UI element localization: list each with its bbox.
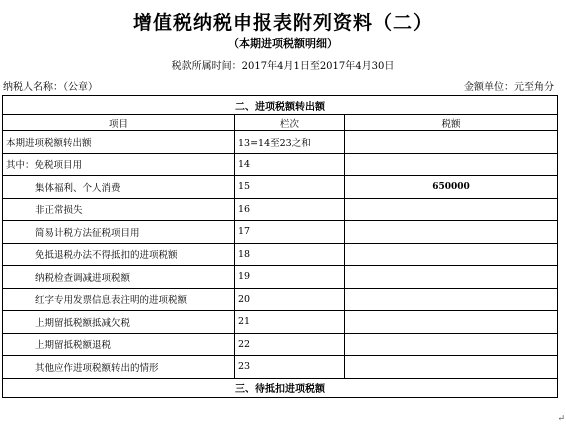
- amount-unit-label: 金额单位：元至角分: [464, 82, 554, 93]
- row-line-number: 21: [235, 311, 345, 334]
- table-row: [3, 221, 558, 244]
- section-three-row: [3, 378, 558, 397]
- row-line-number: 14: [235, 153, 345, 176]
- row-line-number: 20: [235, 288, 345, 311]
- row-tax-amount[interactable]: [345, 266, 558, 289]
- table-row: [3, 311, 558, 334]
- column-header-line: 栏次: [235, 115, 345, 131]
- row-line-number: 13=14至23之和: [235, 131, 345, 154]
- table-row: [3, 153, 558, 176]
- row-tax-amount[interactable]: 650000: [345, 176, 558, 199]
- section-three-title: 三、待抵扣进项税额: [3, 378, 558, 397]
- table-row: [3, 333, 558, 356]
- row-line-number: 18: [235, 243, 345, 266]
- table-row: [3, 198, 558, 221]
- row-item-label: 简易计税方法征税项目用: [3, 221, 235, 244]
- row-tax-amount[interactable]: [345, 153, 558, 176]
- row-tax-amount[interactable]: [345, 221, 558, 244]
- row-item-label: 免抵退税办法不得抵扣的进项税额: [3, 243, 235, 266]
- form-title: 增值税纳税申报表附列资料（二）: [132, 12, 433, 34]
- column-header-row: [3, 115, 558, 131]
- row-item-label: 纳税检查调减进项税额: [3, 266, 235, 289]
- row-tax-amount[interactable]: [345, 288, 558, 311]
- row-tax-amount[interactable]: [345, 333, 558, 356]
- row-tax-amount[interactable]: [345, 131, 558, 154]
- row-tax-amount[interactable]: [345, 356, 558, 379]
- table-row: [3, 131, 558, 154]
- table-row: [3, 356, 558, 379]
- row-item-label: 非正常损失: [3, 198, 235, 221]
- table-row: [3, 266, 558, 289]
- input-tax-detail-table: [2, 95, 558, 398]
- row-line-number: 16: [235, 198, 345, 221]
- row-item-label: 红字专用发票信息表注明的进项税额: [3, 288, 235, 311]
- table-row: [3, 288, 558, 311]
- row-item-label: 其中：免税项目用: [3, 153, 235, 176]
- row-tax-amount[interactable]: [345, 198, 558, 221]
- row-item-label: 本期进项税额转出额: [3, 131, 235, 154]
- column-header-item: 项目: [3, 115, 235, 131]
- row-line-number: 15: [235, 176, 345, 199]
- tax-period: 税款所属时间：2017年4月1日至2017年4月30日: [171, 61, 395, 72]
- table-row: [3, 243, 558, 266]
- taxpayer-name-label: 纳税人名称：（公章）: [3, 82, 98, 93]
- row-line-number: 22: [235, 333, 345, 356]
- column-header-tax: 税额: [345, 115, 558, 131]
- section-two-row: [3, 96, 558, 115]
- form-subtitle: （本期进项税额明细）: [228, 37, 338, 50]
- row-line-number: 19: [235, 266, 345, 289]
- paragraph-mark-icon: ↵: [557, 414, 565, 424]
- row-item-label: 集体福利、个人消费: [3, 176, 235, 199]
- row-item-label: 其他应作进项税额转出的情形: [3, 356, 235, 379]
- row-item-label: 上期留抵税额退税: [3, 333, 235, 356]
- section-two-title: 二、进项税额转出额: [3, 96, 558, 115]
- row-line-number: 23: [235, 356, 345, 379]
- table-row: [3, 176, 558, 199]
- row-line-number: 17: [235, 221, 345, 244]
- row-tax-amount[interactable]: [345, 311, 558, 334]
- row-tax-amount[interactable]: [345, 243, 558, 266]
- row-item-label: 上期留抵税额抵减欠税: [3, 311, 235, 334]
